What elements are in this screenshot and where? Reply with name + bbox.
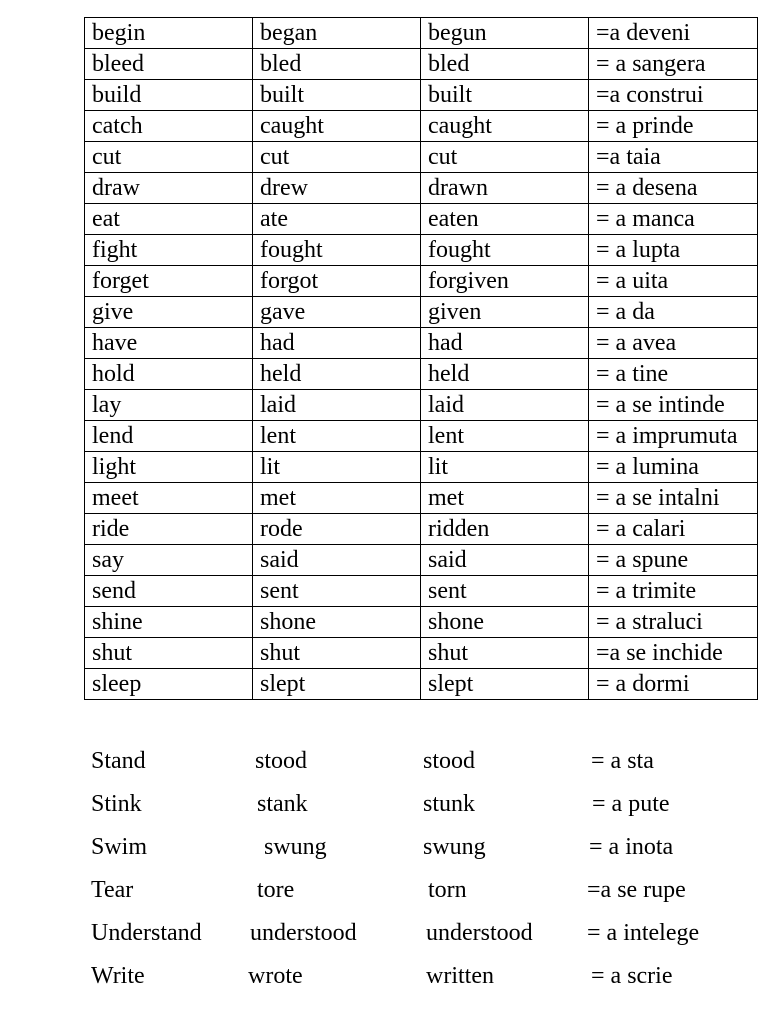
cell-translation: =a construi <box>589 80 758 111</box>
cell-past-simple: gave <box>253 297 421 328</box>
cell-translation: = a sangera <box>589 49 758 80</box>
list-item <box>84 961 757 1004</box>
cell-translation: = a se intinde <box>589 390 758 421</box>
cell-past-simple: forgot <box>253 266 421 297</box>
cell-past-simple: laid <box>253 390 421 421</box>
cell-base-form: bleed <box>85 49 253 80</box>
entry-past-simple: wrote <box>248 963 303 989</box>
entry-past-simple: stood <box>255 748 308 774</box>
list-item <box>84 832 757 875</box>
table-row <box>85 483 758 514</box>
cell-translation: = a desena <box>589 173 758 204</box>
cell-translation: = a straluci <box>589 607 758 638</box>
cell-translation: = a tine <box>589 359 758 390</box>
cell-base-form: light <box>85 452 253 483</box>
entry-past-participle: understood <box>426 920 533 946</box>
cell-past-simple: said <box>253 545 421 576</box>
table-row <box>85 545 758 576</box>
table-row <box>85 359 758 390</box>
cell-past-participle: given <box>421 297 589 328</box>
cell-past-simple: held <box>253 359 421 390</box>
list-item <box>84 875 757 918</box>
entry-base-form: Swim <box>91 834 148 860</box>
cell-translation: = a trimite <box>589 576 758 607</box>
entry-past-simple: understood <box>250 920 357 946</box>
cell-past-participle: built <box>421 80 589 111</box>
cell-base-form: lend <box>85 421 253 452</box>
cell-past-simple: caught <box>253 111 421 142</box>
cell-past-simple: ate <box>253 204 421 235</box>
entry-translation: =a se rupe <box>587 877 686 903</box>
list-item <box>84 789 757 832</box>
entry-base-form: Understand <box>91 920 202 946</box>
table-row <box>85 266 758 297</box>
cell-base-form: shine <box>85 607 253 638</box>
cell-base-form: give <box>85 297 253 328</box>
cell-base-form: build <box>85 80 253 111</box>
cell-base-form: hold <box>85 359 253 390</box>
cell-base-form: have <box>85 328 253 359</box>
cell-translation: =a se inchide <box>589 638 758 669</box>
table-row <box>85 111 758 142</box>
table-row <box>85 514 758 545</box>
table-row <box>85 669 758 700</box>
cell-base-form: cut <box>85 142 253 173</box>
cell-translation: = a lupta <box>589 235 758 266</box>
cell-past-simple: built <box>253 80 421 111</box>
cell-translation: =a deveni <box>589 18 758 49</box>
cell-past-simple: began <box>253 18 421 49</box>
cell-base-form: eat <box>85 204 253 235</box>
entry-translation: = a inota <box>589 834 674 860</box>
cell-past-participle: shut <box>421 638 589 669</box>
cell-past-participle: had <box>421 328 589 359</box>
cell-past-participle: drawn <box>421 173 589 204</box>
cell-past-simple: cut <box>253 142 421 173</box>
cell-past-participle: cut <box>421 142 589 173</box>
cell-base-form: sleep <box>85 669 253 700</box>
table-row <box>85 142 758 173</box>
entry-base-form: Write <box>91 963 145 989</box>
cell-base-form: draw <box>85 173 253 204</box>
cell-base-form: meet <box>85 483 253 514</box>
cell-past-participle: begun <box>421 18 589 49</box>
entry-past-participle: stunk <box>423 791 476 817</box>
cell-past-participle: slept <box>421 669 589 700</box>
table-row <box>85 607 758 638</box>
table-row <box>85 390 758 421</box>
cell-past-participle: shone <box>421 607 589 638</box>
cell-base-form: forget <box>85 266 253 297</box>
table-row <box>85 204 758 235</box>
list-item <box>84 746 757 789</box>
entry-translation: = a sta <box>591 748 654 774</box>
table-row <box>85 80 758 111</box>
entry-translation: = a intelege <box>587 920 700 946</box>
table-row <box>85 297 758 328</box>
cell-translation: = a dormi <box>589 669 758 700</box>
cell-base-form: lay <box>85 390 253 421</box>
cell-past-participle: bled <box>421 49 589 80</box>
cell-base-form: shut <box>85 638 253 669</box>
cell-translation: = a lumina <box>589 452 758 483</box>
table-row <box>85 452 758 483</box>
cell-translation: = a avea <box>589 328 758 359</box>
table-row <box>85 18 758 49</box>
cell-past-participle: laid <box>421 390 589 421</box>
cell-past-participle: forgiven <box>421 266 589 297</box>
cell-past-simple: lent <box>253 421 421 452</box>
irregular-verbs-table-body <box>85 18 758 700</box>
cell-translation: = a uita <box>589 266 758 297</box>
table-row <box>85 235 758 266</box>
entry-past-simple: stank <box>257 791 308 817</box>
entry-past-participle: torn <box>428 877 467 903</box>
cell-past-participle: fought <box>421 235 589 266</box>
cell-past-participle: lit <box>421 452 589 483</box>
cell-translation: = a imprumuta <box>589 421 758 452</box>
cell-past-simple: shone <box>253 607 421 638</box>
cell-past-simple: rode <box>253 514 421 545</box>
cell-past-participle: eaten <box>421 204 589 235</box>
cell-translation: = a prinde <box>589 111 758 142</box>
cell-past-participle: ridden <box>421 514 589 545</box>
entry-past-simple: tore <box>257 877 295 903</box>
cell-past-participle: lent <box>421 421 589 452</box>
entry-translation: = a pute <box>592 791 670 817</box>
table-row <box>85 421 758 452</box>
entry-base-form: Tear <box>91 877 134 903</box>
cell-translation: = a calari <box>589 514 758 545</box>
cell-past-participle: caught <box>421 111 589 142</box>
table-row <box>85 49 758 80</box>
cell-past-simple: met <box>253 483 421 514</box>
cell-base-form: begin <box>85 18 253 49</box>
entry-base-form: Stink <box>91 791 142 817</box>
table-row <box>85 328 758 359</box>
cell-translation: = a se intalni <box>589 483 758 514</box>
cell-past-simple: fought <box>253 235 421 266</box>
entry-translation: = a scrie <box>591 963 673 989</box>
table-row <box>85 576 758 607</box>
cell-base-form: say <box>85 545 253 576</box>
cell-base-form: ride <box>85 514 253 545</box>
entry-past-simple: swung <box>264 834 327 860</box>
cell-base-form: send <box>85 576 253 607</box>
untabled-verbs-list <box>84 746 757 1004</box>
cell-base-form: catch <box>85 111 253 142</box>
cell-past-participle: sent <box>421 576 589 607</box>
cell-past-participle: said <box>421 545 589 576</box>
cell-base-form: fight <box>85 235 253 266</box>
cell-translation: = a manca <box>589 204 758 235</box>
cell-past-simple: shut <box>253 638 421 669</box>
cell-past-simple: sent <box>253 576 421 607</box>
cell-past-participle: met <box>421 483 589 514</box>
list-item <box>84 918 757 961</box>
table-row <box>85 173 758 204</box>
table-row <box>85 638 758 669</box>
cell-past-simple: bled <box>253 49 421 80</box>
cell-past-simple: drew <box>253 173 421 204</box>
cell-translation: = a spune <box>589 545 758 576</box>
cell-past-participle: held <box>421 359 589 390</box>
irregular-verbs-table <box>84 17 758 700</box>
entry-past-participle: swung <box>423 834 486 860</box>
cell-past-simple: lit <box>253 452 421 483</box>
entry-past-participle: written <box>426 963 494 989</box>
cell-past-simple: had <box>253 328 421 359</box>
cell-translation: = a da <box>589 297 758 328</box>
cell-translation: =a taia <box>589 142 758 173</box>
cell-past-simple: slept <box>253 669 421 700</box>
entry-past-participle: stood <box>423 748 476 774</box>
entry-base-form: Stand <box>91 748 146 774</box>
